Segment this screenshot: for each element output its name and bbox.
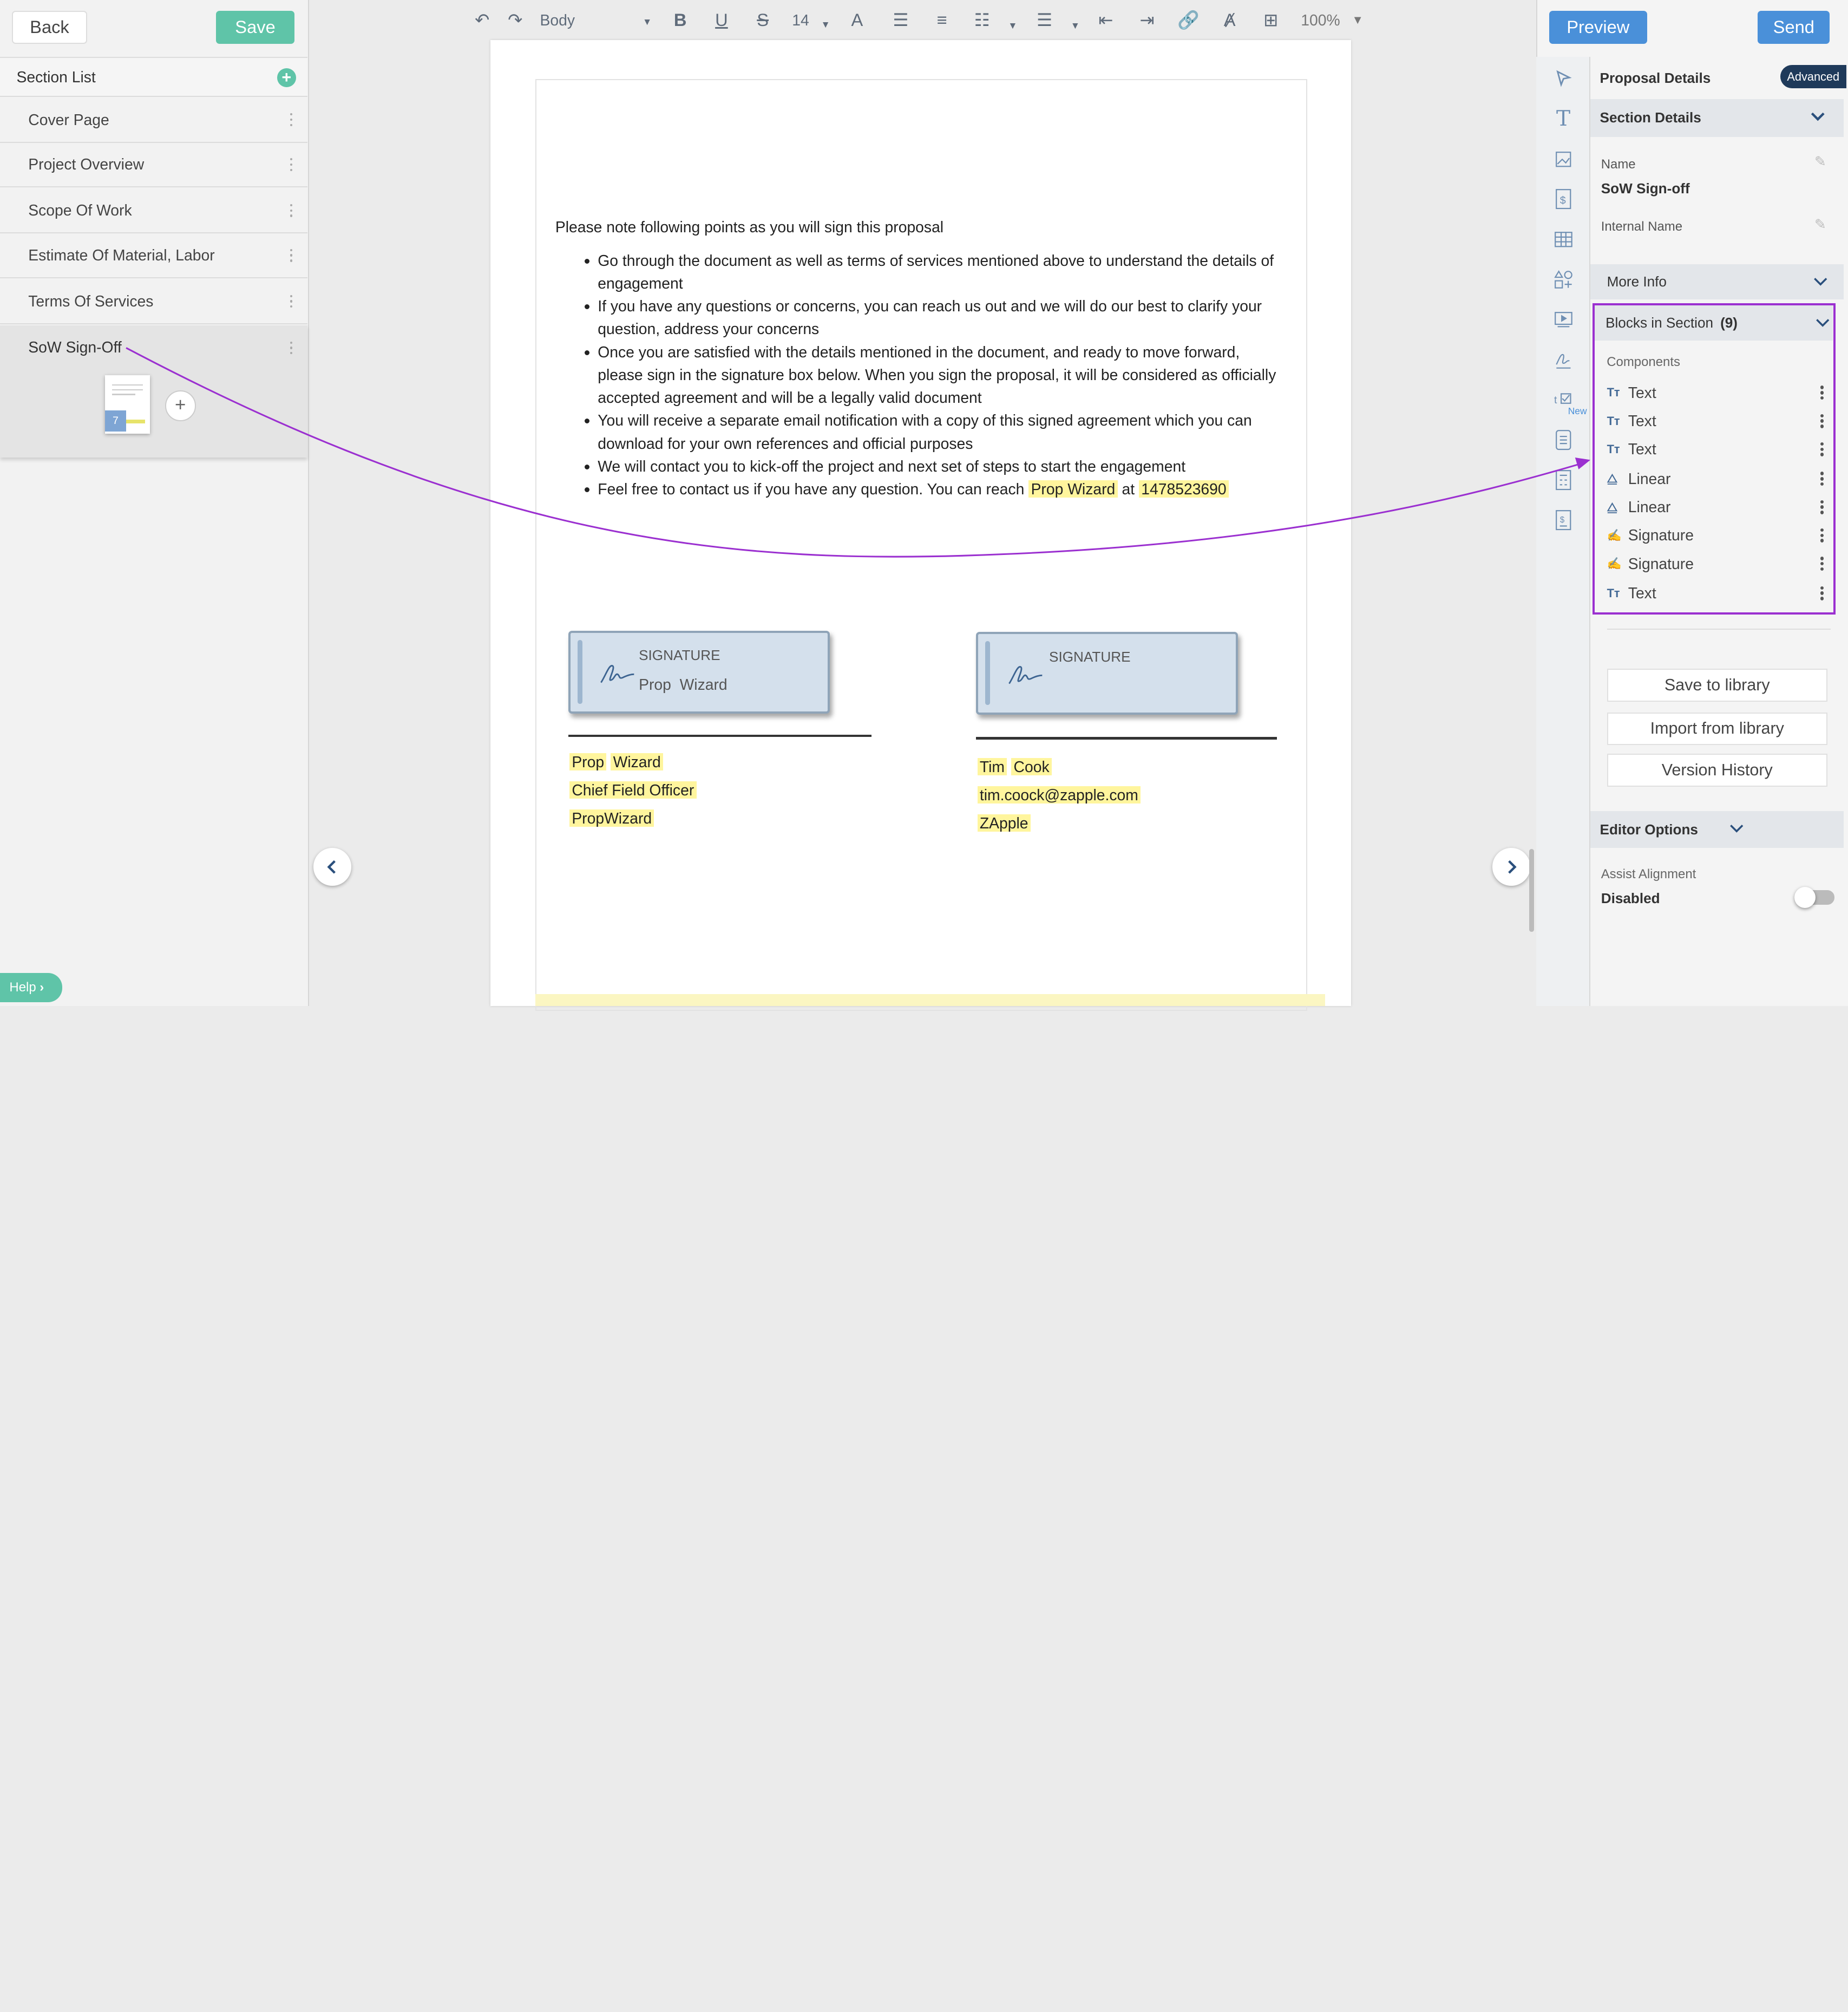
page-thumbnail[interactable]	[105, 375, 150, 434]
section-item-label: Scope Of Work	[28, 201, 132, 219]
version-history-button[interactable]: Version History	[1607, 754, 1827, 787]
name-value: SoW Sign-off	[1601, 180, 1690, 197]
divider	[1607, 629, 1831, 630]
bold-icon[interactable]: B	[673, 10, 687, 30]
thumbnail-badge: 7	[105, 410, 126, 432]
text-icon: Tт	[1607, 414, 1620, 428]
list-item-text: Feel free to contact us if you have any question. You can reach	[598, 480, 1029, 498]
list-item: • We will contact you to kick-off the project and next set of steps to start the engagement	[598, 455, 1281, 478]
list-item: • If you have any questions or concerns, you can reach us out and we will do our best to clarify your question, address your concerns	[598, 295, 1281, 341]
more-icon[interactable]	[1820, 414, 1824, 428]
new-badge: New	[1568, 406, 1587, 417]
zoom-value: 100%	[1301, 11, 1340, 29]
component-label: Signature	[1628, 526, 1694, 544]
name-label: Name	[1601, 156, 1636, 172]
text-icon: Tт	[1607, 586, 1620, 600]
signature-line-right	[976, 737, 1276, 739]
editor-options-title: Editor Options	[1600, 821, 1698, 838]
send-button[interactable]: Send	[1758, 11, 1830, 44]
signature-icon	[599, 659, 637, 687]
invoice-tool-icon[interactable]	[1536, 502, 1590, 538]
signer-last-name[interactable]: Wizard	[611, 753, 663, 770]
preview-button[interactable]: Preview	[1549, 11, 1647, 44]
component-label: Text	[1628, 383, 1656, 401]
strikethrough-icon[interactable]: S	[757, 10, 769, 30]
next-page-button[interactable]	[1492, 848, 1530, 886]
more-icon[interactable]	[290, 204, 294, 217]
section-item-label: SoW Sign-Off	[28, 338, 122, 356]
signer-title[interactable]: Chief Field Officer	[569, 781, 697, 799]
component-item[interactable]	[1607, 436, 1831, 462]
text-color-icon[interactable]: A	[851, 10, 863, 30]
pricing-tool-icon[interactable]	[1536, 181, 1590, 217]
section-item-label: Terms Of Services	[28, 292, 154, 310]
assist-alignment-label: Assist Alignment	[1601, 866, 1696, 881]
underline-icon[interactable]: U	[715, 10, 728, 30]
signer-company[interactable]: ZApple	[978, 814, 1031, 832]
section-item-scope-of-work[interactable]	[0, 188, 307, 233]
signer-email[interactable]: tim.coock@zapple.com	[978, 786, 1141, 804]
component-item[interactable]	[1607, 580, 1831, 606]
more-icon[interactable]	[290, 113, 294, 126]
align-icon[interactable]: ≡	[936, 10, 947, 30]
svg-text:$: $	[1559, 515, 1564, 525]
text-tool-icon[interactable]: T	[1556, 107, 1571, 132]
add-section-icon[interactable]: +	[277, 68, 296, 87]
undo-icon[interactable]: ↶	[475, 10, 490, 30]
more-icon[interactable]	[1820, 386, 1824, 400]
list-item-text: at	[1117, 480, 1139, 498]
signer-last-name[interactable]: Cook	[1011, 758, 1052, 775]
edit-icon[interactable]: ✎	[1814, 215, 1826, 232]
assist-alignment-value: Disabled	[1601, 890, 1660, 907]
component-item[interactable]	[1607, 494, 1831, 520]
component-label: Text	[1628, 584, 1656, 602]
more-icon[interactable]	[1820, 586, 1824, 600]
zoom-select[interactable]	[1297, 0, 1368, 40]
line-height-icon[interactable]: ☰	[893, 10, 909, 30]
more-icon[interactable]	[1820, 528, 1824, 543]
table-icon[interactable]: ⊞	[1263, 10, 1279, 30]
editor-toolbar	[309, 0, 1536, 40]
indent-icon[interactable]: ⇥	[1139, 10, 1155, 30]
signature-label: SIGNATURE	[1049, 648, 1131, 665]
svg-text:$: $	[1559, 194, 1566, 207]
save-button[interactable]: Save	[216, 11, 295, 44]
caret-down-icon: ▼	[1352, 13, 1364, 27]
component-item[interactable]	[1607, 380, 1831, 406]
caret-down-icon[interactable]: ▼	[1008, 20, 1018, 31]
bullet-list	[598, 249, 1281, 501]
more-icon[interactable]	[290, 342, 294, 355]
internal-name-label: Internal Name	[1601, 219, 1683, 234]
component-item[interactable]	[1607, 408, 1831, 434]
section-item-project-overview[interactable]	[0, 143, 307, 188]
chevron-down-icon	[1812, 276, 1829, 288]
phone-token[interactable]: 1478523690	[1139, 480, 1229, 498]
select-tool-icon[interactable]	[1536, 61, 1590, 96]
checkbox-tool-icon[interactable]	[1536, 382, 1590, 417]
chevron-down-icon	[1814, 317, 1831, 329]
prev-page-button[interactable]	[313, 848, 351, 886]
blocks-header[interactable]	[1595, 305, 1833, 341]
help-button[interactable]	[0, 973, 62, 1002]
signer-company[interactable]: PropWizard	[569, 809, 654, 827]
form-tool-icon[interactable]	[1536, 422, 1590, 458]
help-label: Help	[9, 980, 36, 995]
section-details-title: Section Details	[1600, 109, 1701, 126]
signer-right-info	[978, 753, 1141, 838]
chevron-right-icon	[1504, 859, 1518, 875]
font-size-select[interactable]	[788, 0, 835, 40]
text-style-value: Body	[540, 11, 575, 29]
section-item-label: Estimate Of Material, Labor	[28, 246, 215, 264]
section-details-header[interactable]	[1590, 99, 1844, 137]
caret-down-icon: ▼	[642, 16, 652, 28]
caret-down-icon: ▼	[821, 19, 830, 30]
more-icon[interactable]	[1820, 500, 1824, 514]
table-tool-icon[interactable]	[1536, 221, 1590, 257]
component-label: Text	[1628, 440, 1656, 458]
component-item[interactable]	[1607, 466, 1831, 492]
component-item[interactable]	[1607, 522, 1831, 548]
more-info-header[interactable]	[1590, 264, 1844, 299]
drag-handle[interactable]	[578, 640, 582, 704]
section-item-sow-signoff[interactable]	[0, 325, 307, 458]
outdent-icon[interactable]: ⇤	[1098, 10, 1113, 30]
components-label: Components	[1607, 355, 1680, 370]
font-size-value: 14	[792, 11, 809, 29]
section-item-terms[interactable]	[0, 279, 307, 324]
add-page-button[interactable]: +	[165, 390, 196, 421]
proposal-details-title: Proposal Details	[1600, 70, 1711, 87]
page-footer-highlight	[535, 994, 1325, 1006]
company-token[interactable]: Prop Wizard	[1028, 480, 1117, 498]
section-item-cover-page[interactable]	[0, 98, 307, 143]
svg-text:t: t	[1554, 394, 1557, 406]
shapes-tool-icon[interactable]	[1536, 262, 1590, 297]
section-sidebar	[0, 0, 309, 1006]
numbered-list-icon[interactable]: ☷	[974, 10, 990, 30]
signer-first-name[interactable]: Tim	[978, 758, 1007, 775]
more-icon[interactable]	[290, 158, 294, 171]
more-info-title: More Info	[1607, 273, 1667, 290]
assist-alignment-toggle[interactable]	[1797, 890, 1834, 904]
list-item: • Go through the document as well as terms of services mentioned above to understand the details of engagement	[598, 249, 1281, 295]
chevron-down-icon	[1728, 823, 1745, 835]
more-icon[interactable]	[290, 295, 294, 308]
shapes-icon: ⧋	[1607, 472, 1618, 486]
section-item-label: Cover Page	[28, 110, 109, 128]
section-item-label: Project Overview	[28, 155, 145, 173]
signature-icon: ✍	[1607, 528, 1622, 542]
blocks-count: (9)	[1720, 314, 1738, 331]
redo-icon[interactable]: ↷	[508, 10, 523, 30]
calculator-tool-icon[interactable]	[1536, 462, 1590, 498]
drag-handle[interactable]	[985, 641, 990, 705]
edit-icon[interactable]: ✎	[1814, 153, 1826, 170]
text-style-select[interactable]	[540, 0, 658, 40]
signature-box-left[interactable]	[568, 631, 830, 713]
clear-format-icon[interactable]: Ⱥ	[1223, 10, 1236, 30]
component-label: Linear	[1628, 498, 1671, 516]
chevron-left-icon	[325, 859, 339, 875]
section-list-title: Section List	[16, 68, 96, 86]
save-to-library-button[interactable]: Save to library	[1607, 669, 1827, 702]
import-from-library-button[interactable]: Import from library	[1607, 713, 1827, 746]
tool-rail	[1536, 57, 1590, 1006]
text-icon: Tт	[1607, 386, 1620, 400]
scrollbar[interactable]	[1529, 849, 1534, 931]
component-item[interactable]	[1607, 551, 1831, 577]
signature-line-left	[568, 735, 871, 737]
editor-options-header[interactable]	[1590, 811, 1844, 848]
signer-first-name[interactable]: Prop	[569, 753, 606, 770]
blocks-title: Blocks in Section	[1605, 314, 1713, 331]
list-item: • Once you are satisfied with the details mentioned in the document, and ready to move forward, please sign in the signature box below. When you sign the proposal, it will be considered as officially accepted agreement and will be a legally valid document	[598, 341, 1281, 409]
advanced-badge[interactable]: Advanced	[1780, 65, 1846, 89]
video-tool-icon[interactable]	[1536, 302, 1590, 337]
component-label: Signature	[1628, 554, 1694, 572]
signature-box-right[interactable]	[976, 632, 1238, 714]
component-label: Linear	[1628, 469, 1671, 487]
chevron-right-icon: ›	[40, 980, 44, 995]
more-icon[interactable]	[1820, 472, 1824, 486]
signature-name: Prop Wizard	[639, 675, 728, 693]
component-label: Text	[1628, 412, 1656, 430]
more-icon[interactable]	[1820, 557, 1824, 571]
signature-icon: ✍	[1607, 557, 1622, 571]
signature-icon	[1007, 660, 1045, 688]
list-item	[598, 478, 1281, 500]
signer-left-info	[569, 748, 697, 833]
bullet-list-icon[interactable]: ☰	[1037, 10, 1053, 30]
more-icon[interactable]	[1820, 442, 1824, 456]
shapes-icon: ⧋	[1607, 500, 1618, 514]
list-item: • You will receive a separate email notification with a copy of this signed agreement which you can download for your own references and official purposes	[598, 409, 1281, 455]
link-icon[interactable]: 🔗	[1177, 10, 1200, 30]
signature-label: SIGNATURE	[639, 647, 720, 664]
back-button[interactable]: Back	[12, 11, 87, 44]
caret-down-icon[interactable]: ▼	[1070, 20, 1080, 31]
text-icon: Tт	[1607, 442, 1620, 456]
intro-text: Please note following points as you will sign this proposal	[555, 218, 944, 236]
image-tool-icon[interactable]	[1536, 141, 1590, 177]
section-list-header	[0, 57, 307, 97]
more-icon[interactable]	[290, 249, 294, 262]
chevron-down-icon	[1810, 111, 1826, 123]
signature-tool-icon[interactable]	[1536, 342, 1590, 377]
section-item-estimate[interactable]	[0, 233, 307, 278]
